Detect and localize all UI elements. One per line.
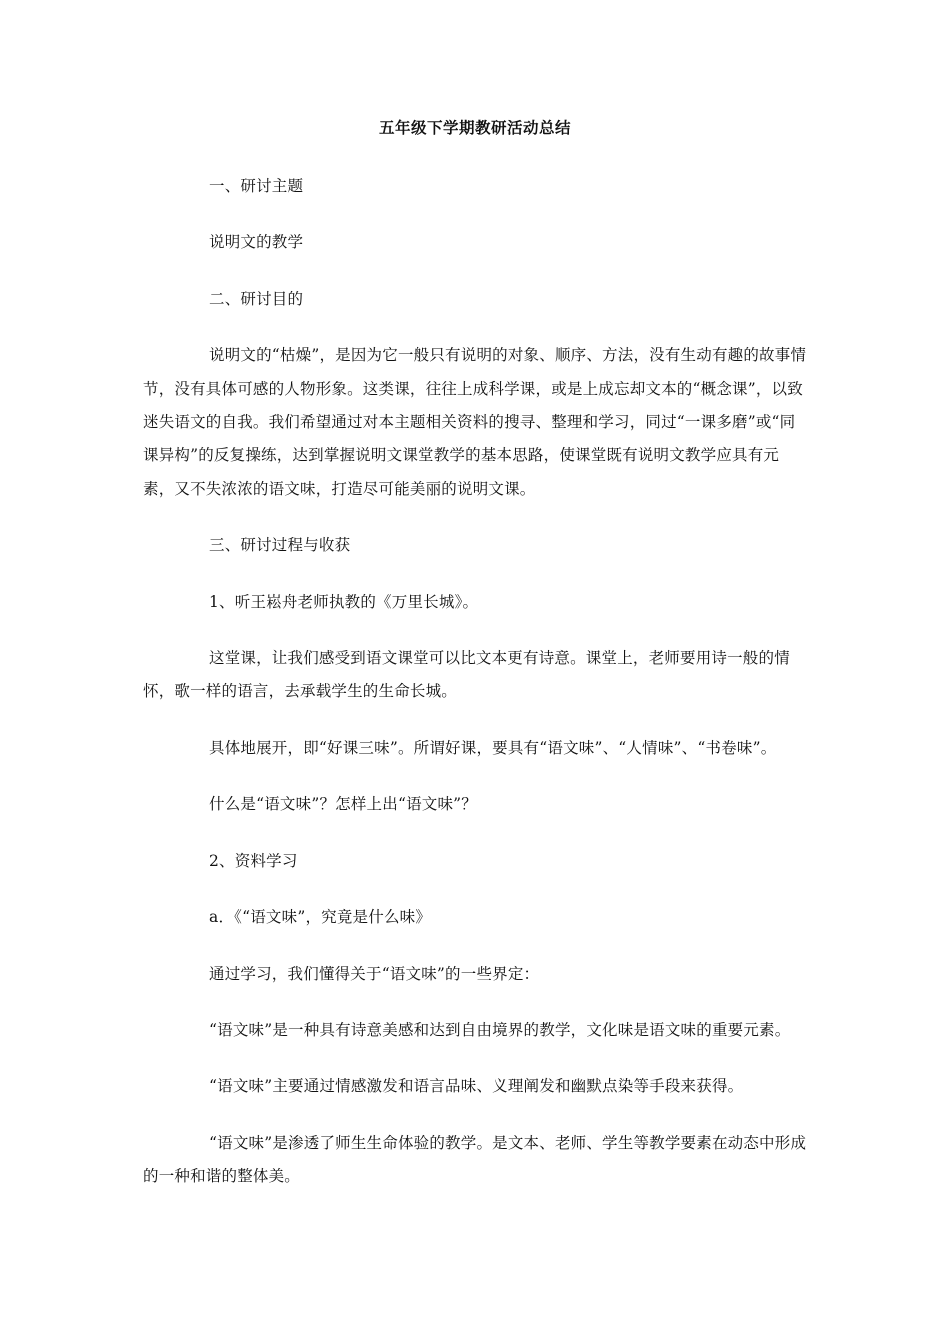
topic-text: 说明文的教学 bbox=[209, 233, 304, 252]
heading-topic: 一、研讨主题 bbox=[209, 177, 304, 195]
document-title: 五年级下学期教研活动总结 bbox=[378, 118, 571, 137]
question-paragraph: 什么是“语文味”？怎样上出“语文味”？ bbox=[209, 795, 477, 814]
definition-3: “语文味”是渗透了师生生命体验的教学。是文本、老师、学生等教学要素在动态中形成的一种和谐的整体美。 bbox=[143, 1133, 807, 1186]
process-item-2: 2、资料学习 bbox=[209, 851, 298, 870]
three-flavors: 具体地展开，即“好课三味”。所谓好课，要具有“语文味”、“人情味”、“书卷味”。 bbox=[209, 738, 777, 757]
learning-intro: 通过学习，我们懂得关于“语文味”的一些界定： bbox=[209, 964, 540, 983]
lesson-reflection: 这堂课，让我们感受到语文课堂可以比文本更有诗意。课堂上，老师要用诗一般的情怀，歌一样的语言，去承载学生的生命长城。 bbox=[143, 649, 790, 701]
heading-process: 三、研讨过程与收获 bbox=[209, 536, 351, 555]
definition-2: “语文味”主要通过情感激发和语言品味、义理阐发和幽默点染等手段来获得。 bbox=[209, 1077, 744, 1096]
purpose-paragraph: 说明文的“枯燥”，是因为它一般只有说明的对象、顺序、方法，没有生动有趣的故事情节，没有具体可感的人物形象。这类课，往往上成科学课，或是上成忘却文本的“概念课”，以致迷失语文的自我。我们希望通过对本主题相关资料的搜寻、整理和学习，同过“一课多磨”或“同课异构”的反复操练，达到掌握说明文课堂教学的基本思路，使课堂既有说明文教学应具有元素，又不失浓浓的语文味，打造尽可能美丽的说明文课。 bbox=[143, 346, 807, 498]
material-a: a．《“语文味”，究竟是什么味》 bbox=[209, 908, 432, 927]
heading-purpose: 二、研讨目的 bbox=[209, 289, 304, 308]
process-item-1: 1、听王崧舟老师执教的《万里长城》。 bbox=[209, 592, 479, 611]
definition-1: “语文味”是一种具有诗意美感和达到自由境界的教学，文化味是语文味的重要元素。 bbox=[209, 1020, 791, 1039]
document-body bbox=[143, 170, 809, 1217]
